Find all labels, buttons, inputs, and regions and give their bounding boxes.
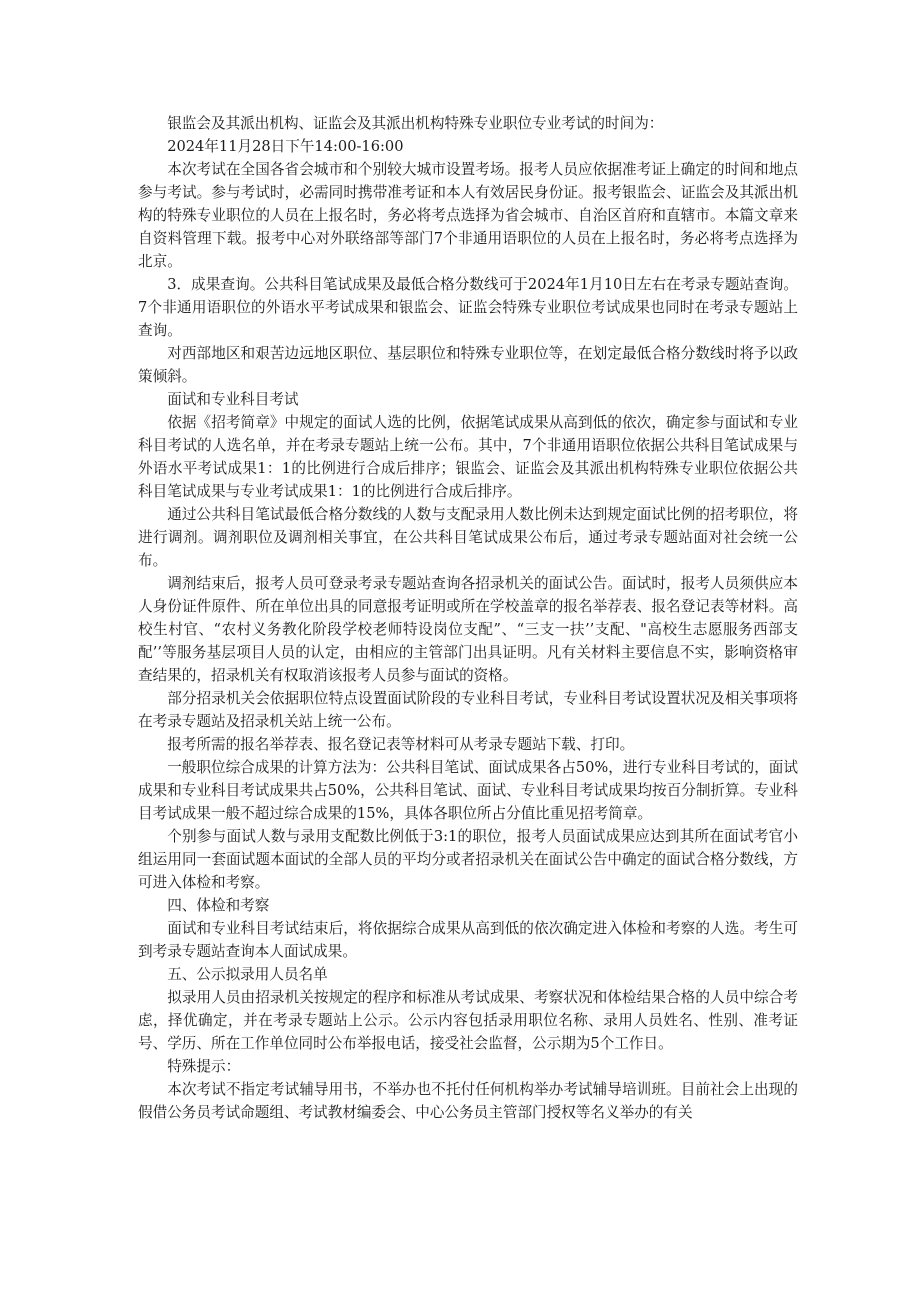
- heading-publicity: 五、公示拟录用人员名单: [167, 966, 328, 983]
- paragraph-exam-venue: 本次考试在全国各省会城市和个别较大城市设置考场。报考人员应依据准考证上确定的时间和地点参与考试。参与考试时，必需同时携带准考证和本人有效居民身份证。报考银监会、证监会及其派出机构的特殊专业职位的人员在上报名时，务必将考点选择为省会城市、自治区首府和直辖市。本篇文章来自资料管理下载。报考中心对外联络部等部门7个非通用语职位的人员在上报名时，务必将考点选择为北京。: [138, 161, 798, 270]
- paragraph-specialty-exam: 部分招录机关会依据职位特点设置面试阶段的专业科目考试，专业科目考试设置状况及相关事项将在考录专题站及招录机关站上统一公布。: [138, 690, 798, 730]
- paragraph-publicity: 拟录用人员由招录机关按规定的程序和标准从考试成果、考察状况和体检结果合格的人员中综合考虑，择优确定，并在考录专题站上公示。公示内容包括录用职位名称、录用人员姓名、性别、准考证号、学历、所在工作单位同时公布举报电话，接受社会监督，公示期为5个工作日。: [138, 989, 798, 1052]
- heading-interview: 面试和专业科目考试: [167, 391, 299, 408]
- paragraph-physical-exam: 面试和专业科目考试结束后，将依据综合成果从高到低的依次确定进入体检和考察的人选。考生可到考录专题站查询本人面试成果。: [138, 920, 798, 960]
- paragraph-score-query: 3．成果查询。公共科目笔试成果及最低合格分数线可于2024年1月10日左右在考录专题站查询。7个非通用语职位的外语水平考试成果和银监会、证监会特殊专业职位考试成果也同时在考录专题站上查询。: [138, 276, 798, 339]
- heading-special-notice: 特殊提示：: [167, 1058, 241, 1075]
- paragraph-interview-list: 依据《招考简章》中规定的面试人选的比例，依据笔试成果从高到低的依次，确定参与面试和专业科目考试的人选名单，并在考录专题站上统一公布。其中，7个非通用语职位依据公共科目笔试成果与外语水平考试成果1：1的比例进行合成后排序；银监会、证监会及其派出机构特殊专业职位依据公共科目笔试成果与专业考试成果1：1的比例进行合成后排序。: [138, 414, 798, 500]
- heading-physical-exam: 四、体检和考察: [167, 897, 270, 914]
- paragraph-policy-tilt: 对西部地区和艰苦边远地区职位、基层职位和特殊专业职位等，在划定最低合格分数线时将予以政策倾斜。: [138, 345, 798, 385]
- paragraph-adjustment: 通过公共科目笔试最低合格分数线的人数与支配录用人数比例未达到规定面试比例的招考职位，将进行调剂。调剂职位及调剂相关事宜，在公共科目笔试成果公布后，通过考录专题站面对社会统一公布。: [138, 506, 798, 569]
- paragraph-download-forms: 报考所需的报名举荐表、报名登记表等材料可从考录专题站下载、打印。: [167, 736, 635, 753]
- paragraph-exam-time-intro: 银监会及其派出机构、证监会及其派出机构特殊专业职位专业考试的时间为：: [167, 115, 664, 132]
- paragraph-exam-time: 2024年11月28日下午14:00-16:00: [167, 138, 404, 155]
- paragraph-score-calculation: 一般职位综合成果的计算方法为：公共科目笔试、面试成果各占50%，进行专业科目考试的，面试成果和专业科目考试成果共占50%，公共科目笔试、面试、专业科目考试成果均按百分制折算。专业科目考试成果一般不超过综合成果的15%，具体各职位所占分值比重见招考简章。: [138, 759, 798, 822]
- paragraph-low-ratio: 个别参与面试人数与录用支配数比例低于3:1的职位，报考人员面试成果应达到其所在面试考官小组运用同一套面试题本面试的全部人员的平均分或者招录机关在面试公告中确定的面试合格分数线，方可进入体检和考察。: [138, 828, 798, 891]
- document-body: [138, 112, 798, 1124]
- paragraph-interview-materials: 调剂结束后，报考人员可登录考录专题站查询各招录机关的面试公告。面试时，报考人员须供应本人身份证件原件、所在单位出具的同意报考证明或所在学校盖章的报名举荐表、报名登记表等材料。高校生村官、“农村义务教化阶段学校老师特设岗位支配”、“三支一扶’’支配、"高校生志愿服务西部支配’’等服务基层项目人员的认定，由相应的主管部门出具证明。凡有关材料主要信息不实，影响资格审查结果的，招录机关有权取消该报考人员参与面试的资格。: [138, 575, 798, 684]
- paragraph-special-notice: 本次考试不指定考试辅导用书，不举办也不托付任何机构举办考试辅导培训班。目前社会上出现的假借公务员考试命题组、考试教材编委会、中心公务员主管部门授权等名义举办的有关: [138, 1081, 798, 1121]
